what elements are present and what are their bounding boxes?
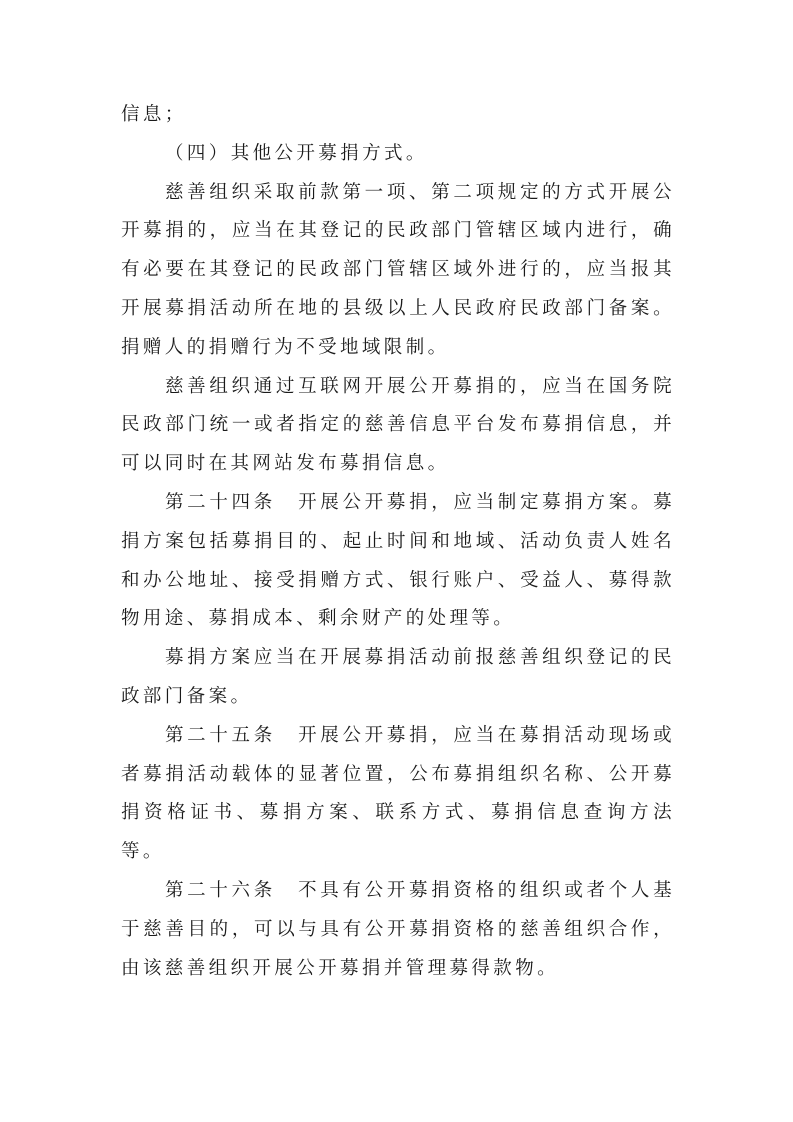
document-body: [121, 96, 675, 988]
paragraph-continuation: 信息；: [121, 104, 187, 125]
paragraph-regional-restriction: 慈善组织采取前款第一项、第二项规定的方式开展公开募捐的，应当在其登记的民政部门管辖区域内进行，确有必要在其登记的民政部门管辖区域外进行的，应当报其开展募捐活动所在地的县级以上人民政府民政部门备案。捐赠人的捐赠行为不受地域限制。: [121, 181, 675, 358]
paragraph-internet-fundraising: 慈善组织通过互联网开展公开募捐的，应当在国务院民政部门统一或者指定的慈善信息平台发布募捐信息，并可以同时在其网站发布募捐信息。: [121, 375, 675, 475]
article-25: 第二十五条 开展公开募捐，应当在募捐活动现场或者募捐活动载体的显著位置，公布募捐组织名称、公开募捐资格证书、募捐方案、联系方式、募捐信息查询方法等。: [121, 724, 675, 863]
list-item-4: （四）其他公开募捐方式。: [165, 142, 428, 164]
article-24: 第二十四条 开展公开募捐，应当制定募捐方案。募捐方案包括募捐目的、起止时间和地域、活动负责人姓名和办公地址、接受捐赠方式、银行账户、受益人、募得款物用途、募捐成本、剩余财产的处理等。: [121, 491, 675, 630]
paragraph-plan-filing: 募捐方案应当在开展募捐活动前报慈善组织登记的民政部门备案。: [121, 647, 675, 707]
article-26: 第二十六条 不具有公开募捐资格的组织或者个人基于慈善目的，可以与具有公开募捐资格的慈善组织合作，由该慈善组织开展公开募捐并管理募得款物。: [121, 879, 675, 979]
